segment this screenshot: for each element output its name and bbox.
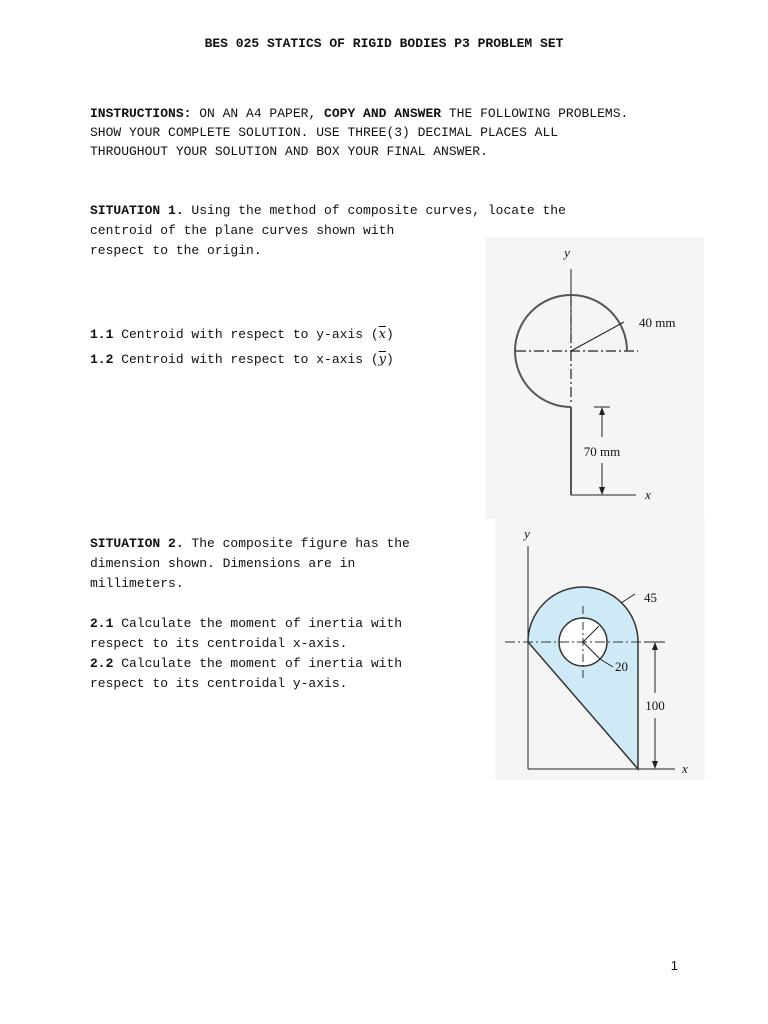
situation-1-line-2: centroid of the plane curves shown with (90, 223, 395, 238)
fig1-dim-arrow-up (599, 407, 605, 415)
instructions-emphasis: COPY AND ANSWER (324, 106, 442, 121)
fig2-dim-arrow-up (652, 642, 658, 650)
situation-2-block (90, 534, 410, 594)
composite-curve-diagram (486, 237, 704, 519)
fig2-x-axis-label: x (682, 761, 688, 776)
fig2-y-axis-label: y (524, 526, 530, 541)
x-bar-symbol: $\overline{x}$ (378, 327, 386, 342)
question-2-2-text-2: respect to its centroidal y-axis. (90, 676, 348, 691)
fig2-height-label: 100 (645, 698, 665, 713)
fig1-dim-arrow-down (599, 487, 605, 495)
fig1-height-label: 70 mm (583, 444, 621, 459)
question-1-2 (90, 352, 394, 367)
document-title: BES 025 STATICS OF RIGID BODIES P3 PROBLEM SET (204, 36, 564, 51)
question-2-2-number: 2.2 (90, 656, 114, 671)
instructions-block (90, 104, 628, 161)
question-2-2 (90, 654, 402, 694)
fig1-radius-line (571, 322, 624, 351)
instructions-line-3: THROUGHOUT YOUR SOLUTION AND BOX YOUR FINAL ANSWER. (90, 144, 488, 159)
question-1-1-number: 1.1 (90, 327, 114, 342)
question-1-1-text: Centroid with respect to y-axis ( (113, 327, 379, 342)
instructions-text-2: THE FOLLOWING PROBLEMS. (441, 106, 629, 121)
composite-area-diagram (495, 518, 705, 780)
question-1-2-number: 1.2 (90, 352, 114, 367)
fig2-outer-radius-label: 45 (644, 590, 657, 605)
question-1-1 (90, 327, 394, 342)
situation-1-line-1: Using the method of composite curves, locate the (183, 203, 566, 218)
situation-2-line-2: dimension shown. Dimensions are in (90, 556, 356, 571)
question-2-1 (90, 614, 402, 654)
situation-2-label: SITUATION 2. (90, 536, 184, 551)
question-2-2-text: Calculate the moment of inertia with (113, 656, 403, 671)
instructions-text-1: ON AN A4 PAPER, (191, 106, 325, 121)
fig2-dim-arrow-down (652, 761, 658, 769)
fig1-radius-label: 40 mm (639, 315, 676, 330)
figure-composite-curve (486, 237, 704, 519)
situation-1-line-3: respect to the origin. (90, 243, 262, 258)
instructions-line-2: SHOW YOUR COMPLETE SOLUTION. USE THREE(3) DECIMAL PLACES ALL (90, 125, 559, 140)
fig1-y-axis-label: y (564, 245, 570, 260)
page-number: 1 (670, 958, 678, 973)
instructions-label: INSTRUCTIONS: (90, 106, 192, 121)
fig1-x-axis-label: x (645, 487, 651, 502)
question-1-2-text: Centroid with respect to x-axis ( (113, 352, 379, 367)
question-1-1-close: ) (386, 327, 394, 342)
question-2-1-text-2: respect to its centroidal x-axis. (90, 636, 348, 651)
question-2-1-text: Calculate the moment of inertia with (113, 616, 403, 631)
situation-2-line-3: millimeters. (90, 576, 184, 591)
question-1-2-close: ) (386, 352, 394, 367)
fig2-outer-radius-leader (621, 594, 635, 603)
situation-2-line-1: The composite figure has the (183, 536, 410, 551)
fig2-hole-radius-label: 20 (615, 659, 628, 674)
question-2-1-number: 2.1 (90, 616, 114, 631)
figure-composite-area (495, 518, 705, 780)
y-bar-symbol: $\overline{y}$ (378, 352, 387, 367)
situation-1-label: SITUATION 1. (90, 203, 184, 218)
